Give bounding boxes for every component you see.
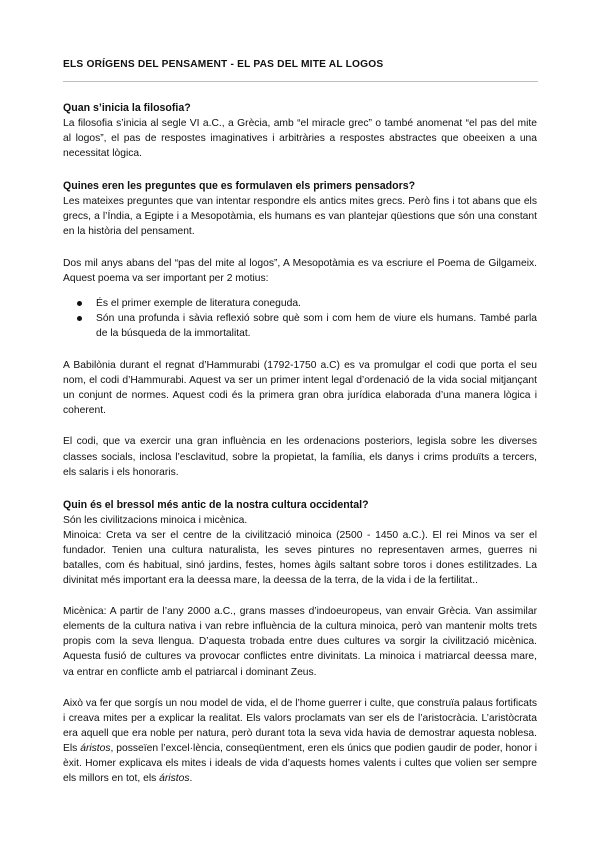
bullet-icon (77, 316, 82, 321)
section-heading: Quin és el bressol més antic de la nostra cultura occidental? (63, 498, 369, 511)
paragraph: Són les civilitzacions minoica i micènica. (63, 514, 248, 526)
greek-term: áristos (159, 773, 190, 785)
bullet-icon (77, 301, 82, 306)
paragraph: Micènica: A partir de l’any 2000 a.C., grans masses d’indoeuropeus, van envair Grècia. Van assimilar elements de la cultura nativa i van rebre influència de la cultura minoica, però van mantenir molts trets propis com la seva llengua. D’aquesta trobada entre dues cultures va sorgir la civilització micènica. Aquesta fusió de cultures va provocar conflictes entre divinitats. La minoica i matriarcal deessa mare, va entrar en conflicte amb el patriarcal i dominant Zeus. (63, 606, 537, 678)
list-item (96, 311, 537, 341)
section-heading: Quines eren les preguntes que es formulaven els primers pensadors? (63, 180, 416, 193)
text-run: Això va fer que sorgís un nou model de vida, el de l’home guerrer i culte, que construïa palaus fortificats i creava mites per a explicar la realitat. Els valors proclamats van ser els de l’aristocràcia. L’aristòcrata era aquell que era noble per natura, però durant tota la seva vida havia de demostrar aquesta noblesa. Els (63, 697, 537, 754)
section-questions (63, 179, 537, 479)
paragraph: Dos mil anys abans del “pas del mite al logos”, A Mesopotàmia es va escriure el Poema de Gilgameix. Aquest poema va ser important per 2 motius: (63, 257, 537, 284)
paragraph: Minoica: Creta va ser el centre de la civilització minoica (2500 - 1450 a.C.). El rei Minos va ser el fundador. Tenien una cultura naturalista, les seves pintures no representaven armes, guerres ni batalles, com és habitual, sinó jardins, festes, homes àgils saltant sobre toros i dones estilitzades. La divinitat més important era la deessa mare, la deessa de la terra, de la vida i de la fertilitat.. (63, 529, 537, 587)
text-run: . (189, 773, 193, 785)
list-item-text: Són una profunda i sàvia reflexió sobre què som i com hem de viure els humans. També parla de la búsqueda de la immortalitat. (96, 312, 537, 339)
paragraph: El codi, que va exercir una gran influència en les ordenacions posteriors, legisla sobre les diverses classes socials, inclosa l’esclavitud, sobre la propietat, la família, els danys i crims produïts a tercers, els salaris i els honoraris. (63, 436, 537, 478)
paragraph: A Babilònia durant el regnat d’Hammurabi (1792-1750 a.C) es va promulgar el codi que porta el seu nom, el codi d’Hammurabi. Aquest va ser un primer intent legal d’ordenació de la vida social mitjançant un conjunt de normes. Aquest codi és la primera gran obra jurídica elaborada d’una manera lògica i coherent. (63, 360, 537, 417)
text-run: , posseïen l’excel·lència, conseqüentment, eren els únics que podien gaudir de poder, honor i èxit. Homer explicava els mites i ideals de vida d’aquests homes valents i cultes que volien ser sempre els millors en tot, els (63, 742, 537, 785)
section-origin (63, 101, 537, 161)
list-item (96, 296, 537, 311)
title-divider (63, 81, 538, 82)
list-item-text: És el primer exemple de literatura coneguda. (96, 297, 301, 309)
paragraph-last (63, 696, 537, 787)
paragraph: Les mateixes preguntes que van intentar respondre els antics mites grecs. Però fins i tot abans que els grecs, a l’Índia, a Egipte i a Mesopotàmia, els humans es van plantejar qüestions que són una constant en la història del pensament. (63, 196, 537, 238)
section-cradle (63, 498, 537, 787)
bullet-list (63, 296, 537, 341)
section-heading: Quan s’inicia la filosofia? (63, 102, 191, 114)
document-title: ELS ORÍGENS DEL PENSAMENT - EL PAS DEL MITE AL LOGOS (63, 59, 384, 70)
greek-term: áristos (80, 742, 111, 754)
paragraph: La filosofia s’inicia al segle VI a.C., a Grècia, amb “el miracle grec” o també anomenat “el pas del mite al logos”, el pas de respostes imaginatives i arbitràries a respostes abstractes que obeeixen a una necessitat lògica. (63, 118, 537, 160)
